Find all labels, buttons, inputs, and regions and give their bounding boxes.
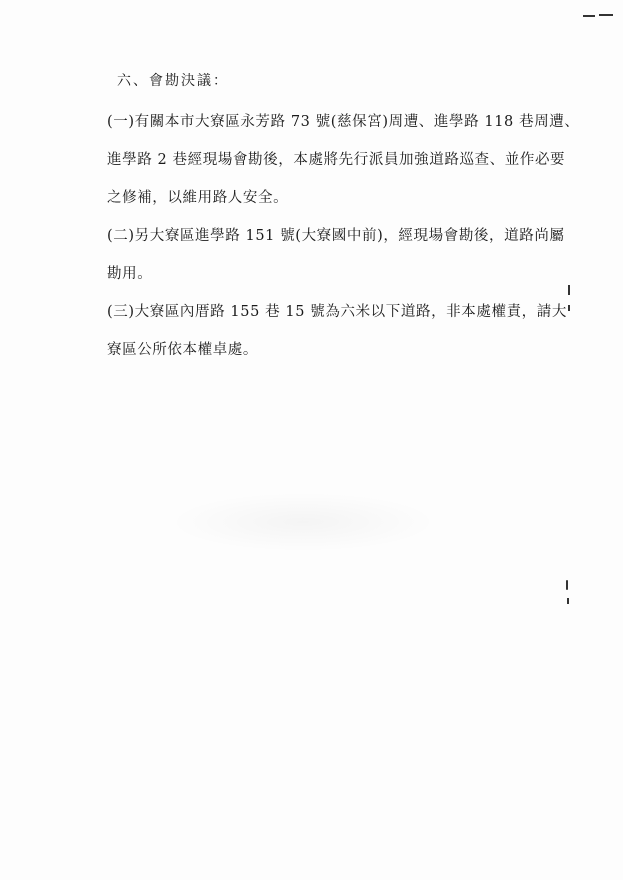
paragraph-line: 之修補，以維用路人安全。 bbox=[107, 190, 289, 206]
scan-mark bbox=[567, 598, 569, 604]
paragraph-line: 進學路 2 巷經現場會勘後，本處將先行派員加強道路巡查、並作必要 bbox=[107, 152, 566, 168]
scan-mark bbox=[566, 580, 568, 590]
paragraph-line: 寮區公所依本權卓處。 bbox=[107, 342, 258, 358]
paragraph-line: 勘用。 bbox=[107, 266, 153, 282]
scan-mark bbox=[583, 15, 595, 17]
paragraph-line: (二)另大寮區進學路 151 號(大寮國中前)，經現場會勘後，道路尚屬 bbox=[107, 228, 565, 244]
scan-mark bbox=[568, 285, 570, 295]
bleed-through-smudge bbox=[168, 492, 438, 552]
scan-mark bbox=[568, 305, 570, 311]
scan-mark bbox=[599, 14, 613, 16]
resolution-item-1 bbox=[107, 103, 580, 217]
resolution-item-2 bbox=[107, 217, 565, 293]
paragraph-line: (一)有關本市大寮區永芳路 73 號(慈保宮)周遭、進學路 118 巷周遭、 bbox=[107, 114, 580, 130]
paragraph-line: (三)大寮區內厝路 155 巷 15 號為六米以下道路，非本處權責，請大 bbox=[107, 304, 567, 320]
resolution-item-3 bbox=[107, 293, 567, 369]
section-heading: 六、會勘決議： bbox=[117, 73, 229, 89]
